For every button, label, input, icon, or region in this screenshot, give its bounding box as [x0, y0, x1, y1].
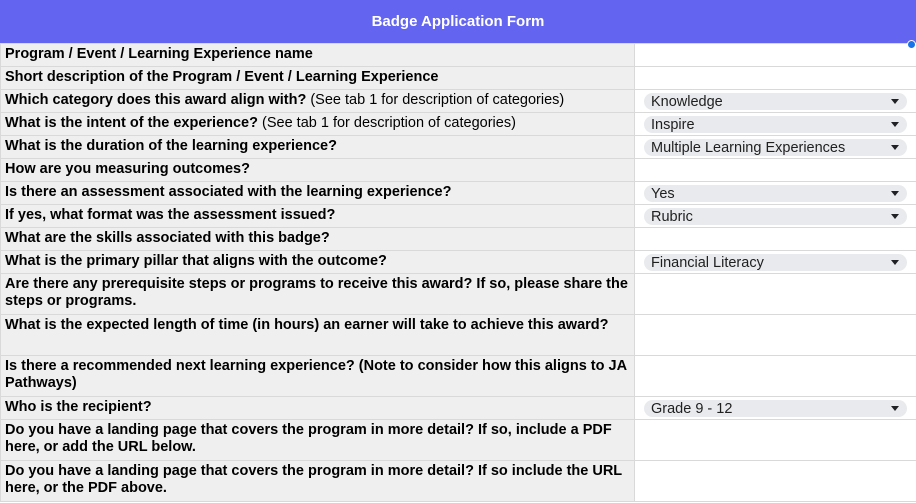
question-label: What is the expected length of time (in hours) an earner will take to achieve this award?: [5, 317, 609, 333]
dropdown-value: Yes: [651, 185, 675, 202]
question-cell[interactable]: [1, 397, 635, 420]
recipient-dropdown[interactable]: [644, 400, 907, 417]
form-row: [1, 274, 916, 315]
chevron-down-icon[interactable]: [891, 260, 899, 265]
answer-cell[interactable]: [635, 274, 916, 315]
answer-cell[interactable]: [635, 228, 916, 251]
form-row: [1, 113, 916, 136]
question-note: (See tab 1 for description of categories): [306, 92, 565, 108]
form-title: Badge Application Form: [371, 13, 545, 30]
question-cell[interactable]: [1, 90, 635, 113]
form-row: [1, 461, 916, 502]
form-row: [1, 90, 916, 113]
question-cell[interactable]: [1, 159, 635, 182]
pillar-dropdown[interactable]: [644, 254, 907, 271]
answer-cell[interactable]: [635, 420, 916, 461]
form-row: [1, 182, 916, 205]
question-label: What is the duration of the learning experience?: [5, 138, 337, 154]
chevron-down-icon[interactable]: [891, 145, 899, 150]
question-label: Program / Event / Learning Experience name: [5, 46, 313, 62]
question-label: Are there any prerequisite steps or programs to receive this award? If so, please share the steps or programs.: [5, 276, 628, 309]
assessment-format-dropdown[interactable]: [644, 208, 907, 225]
question-cell[interactable]: [1, 274, 635, 315]
intent-dropdown[interactable]: [644, 116, 907, 133]
answer-cell[interactable]: [635, 251, 916, 274]
form-row: [1, 251, 916, 274]
dropdown-value: Knowledge: [651, 93, 723, 110]
form-row: [1, 315, 916, 356]
question-cell[interactable]: [1, 420, 635, 461]
duration-dropdown[interactable]: [644, 139, 907, 156]
dropdown-value: Grade 9 - 12: [651, 400, 733, 417]
form-row: [1, 420, 916, 461]
question-label: What is the intent of the experience?: [5, 115, 258, 131]
question-label: If yes, what format was the assessment issued?: [5, 207, 336, 223]
answer-cell[interactable]: [635, 356, 916, 397]
chevron-down-icon[interactable]: [891, 99, 899, 104]
form-row: [1, 136, 916, 159]
answer-cell[interactable]: [635, 90, 916, 113]
answer-cell[interactable]: [635, 315, 916, 356]
answer-cell[interactable]: [635, 182, 916, 205]
question-label: Short description of the Program / Event / Learning Experience: [5, 69, 439, 85]
chevron-down-icon[interactable]: [891, 122, 899, 127]
question-label: What is the primary pillar that aligns with the outcome?: [5, 253, 387, 269]
chevron-down-icon[interactable]: [891, 191, 899, 196]
question-cell[interactable]: [1, 356, 635, 397]
question-label: Who is the recipient?: [5, 399, 152, 415]
question-cell[interactable]: [1, 113, 635, 136]
form-title-header[interactable]: [0, 0, 916, 43]
question-label: How are you measuring outcomes?: [5, 161, 250, 177]
form-row: [1, 205, 916, 228]
question-cell[interactable]: [1, 44, 635, 67]
form-row: [1, 159, 916, 182]
dropdown-value: Financial Literacy: [651, 254, 764, 271]
answer-cell[interactable]: [635, 67, 916, 90]
question-cell[interactable]: [1, 228, 635, 251]
form-row: [1, 356, 916, 397]
answer-cell[interactable]: [635, 397, 916, 420]
form-row: [1, 67, 916, 90]
form-row: [1, 44, 916, 67]
form-table: [0, 43, 916, 502]
question-cell[interactable]: [1, 67, 635, 90]
question-label: Is there an assessment associated with the learning experience?: [5, 184, 452, 200]
question-label: Is there a recommended next learning experience? (Note to consider how this aligns to JA Pathways): [5, 358, 627, 391]
category-dropdown[interactable]: [644, 93, 907, 110]
question-note: (See tab 1 for description of categories): [257, 115, 516, 131]
chevron-down-icon[interactable]: [891, 214, 899, 219]
answer-cell[interactable]: [635, 113, 916, 136]
answer-cell[interactable]: [635, 44, 916, 67]
selection-handle[interactable]: [907, 40, 916, 49]
question-cell[interactable]: [1, 182, 635, 205]
question-cell[interactable]: [1, 315, 635, 356]
question-label: What are the skills associated with this badge?: [5, 230, 330, 246]
answer-cell[interactable]: [635, 461, 916, 502]
form-row: [1, 397, 916, 420]
dropdown-value: Inspire: [651, 116, 695, 133]
answer-cell[interactable]: [635, 136, 916, 159]
chevron-down-icon[interactable]: [891, 406, 899, 411]
form-row: [1, 228, 916, 251]
question-cell[interactable]: [1, 251, 635, 274]
question-cell[interactable]: [1, 461, 635, 502]
answer-cell[interactable]: [635, 159, 916, 182]
question-label: Which category does this award align with?: [5, 92, 307, 108]
question-label: Do you have a landing page that covers the program in more detail? If so, include a PDF here, or add the URL below.: [5, 422, 612, 455]
answer-cell[interactable]: [635, 205, 916, 228]
dropdown-value: Multiple Learning Experiences: [651, 139, 846, 156]
assessment-dropdown[interactable]: [644, 185, 907, 202]
question-label: Do you have a landing page that covers the program in more detail? If so include the URL here, or the PDF above.: [5, 463, 622, 496]
question-cell[interactable]: [1, 205, 635, 228]
question-cell[interactable]: [1, 136, 635, 159]
dropdown-value: Rubric: [651, 208, 693, 225]
